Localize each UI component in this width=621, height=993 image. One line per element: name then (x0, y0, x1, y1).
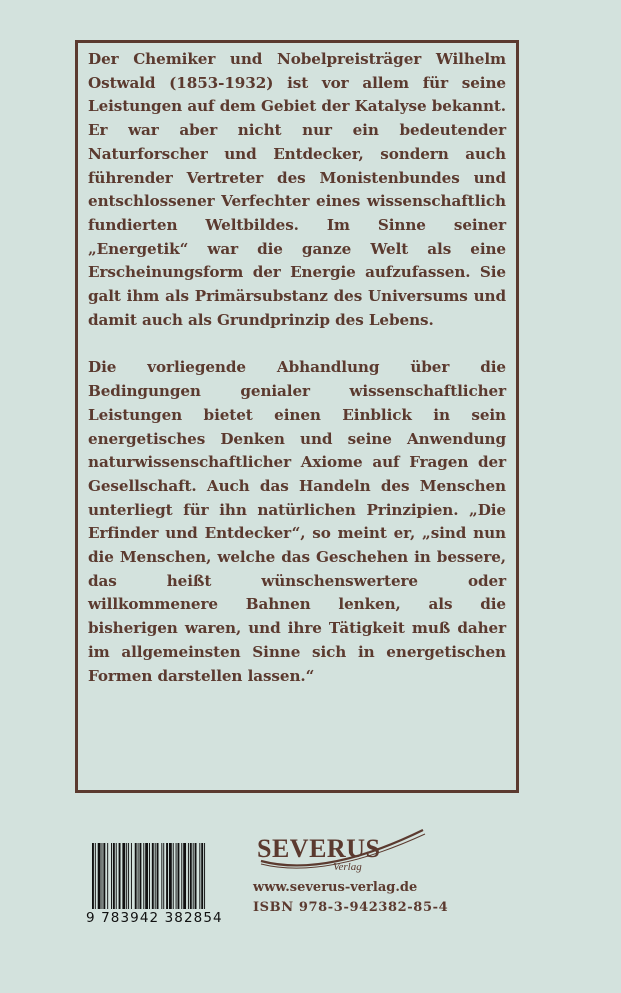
barcode-bars (86, 843, 236, 911)
barcode-bar (199, 843, 200, 909)
barcode-bar (103, 843, 105, 909)
barcode-bar (161, 843, 162, 909)
barcode-bar (173, 843, 174, 909)
barcode-bar (190, 843, 192, 909)
barcode-bar (178, 843, 180, 909)
blurb-frame (75, 40, 519, 793)
barcode-bar (204, 843, 205, 909)
barcode-digits: 9 783942 382854 (86, 910, 223, 926)
logo-subtext: Verlag (333, 861, 362, 873)
barcode-bar (135, 843, 137, 909)
publisher-logo (255, 828, 435, 878)
barcode-bar (157, 843, 159, 909)
blurb-paragraph-1: Der Chemiker und Nobelpreisträger Wilhelm Ostwald (1853-1932) ist vor allem für seine Leistungen auf dem Gebiet der Katalyse bekannt. Er war aber nicht nur ein bedeutender Naturforscher und Entdecker, sondern auch führender Vertreter des Monistenbundes und entschlossener Verfechter eines wissenschaftlich fundierten Weltbildes. Im Sinne seiner „Energetik“ war die ganze Welt als eine Erscheinungsform der Energie aufzufassen. Sie galt ihm als Primärsubstanz des Universums und damit auch als Grundprinzip des Lebens. (88, 50, 506, 329)
logo-wordmark: SEVERUS (257, 834, 381, 863)
barcode-bar (113, 843, 115, 909)
barcode-bar (107, 843, 108, 909)
barcode-bar (102, 843, 103, 909)
barcode (86, 843, 236, 926)
isbn: ISBN 978-3-942382-85-4 (253, 900, 449, 915)
barcode-bar (119, 843, 121, 909)
barcode-bar (131, 843, 132, 909)
barcode-bar (149, 843, 150, 909)
publisher-url: www.severus-verlag.de (253, 880, 418, 895)
barcode-bar (155, 843, 156, 909)
barcode-bar (98, 843, 101, 909)
barcode-bar (143, 843, 144, 909)
barcode-bar (116, 843, 117, 909)
barcode-bar (92, 843, 94, 909)
barcode-bar (181, 843, 182, 909)
barcode-bar (183, 843, 186, 909)
barcode-bar (195, 843, 197, 909)
barcode-bar (128, 843, 129, 909)
barcode-bar (145, 843, 148, 909)
barcode-bar (188, 843, 189, 909)
barcode-bar (95, 843, 96, 909)
barcode-bar (111, 843, 112, 909)
barcode-bar (169, 843, 172, 909)
barcode-bar (122, 843, 125, 909)
barcode-bar (163, 843, 164, 909)
barcode-bar (201, 843, 203, 909)
barcode-bar (152, 843, 154, 909)
barcode-bar (176, 843, 177, 909)
barcode-bar (193, 843, 194, 909)
barcode-bar (140, 843, 142, 909)
barcode-bar (126, 843, 127, 909)
barcode-bar (166, 843, 168, 909)
barcode-bar (138, 843, 139, 909)
blurb-paragraph-2: Die vorliegende Abhandlung über die Bedingungen genialer wissenschaftlicher Leistungen bietet einen Einblick in sein energetisches Denken und seine Anwendung naturwissenschaftlicher Axiome auf Fragen der Gesellschaft. Auch das Handeln des Menschen unterliegt für ihn natürlichen Prinzipien. „Die Erfinder und Entdecker“, so meint er, „sind nun die Menschen, welche das Geschehen in bessere, das heißt wünschenswertere oder willkommenere Bahnen lenken, als die bisherigen waren, und ihre Tätigkeit muß daher im allgemeinsten Sinne sich in energetischen Formen darstellen lassen.“ (88, 358, 506, 685)
